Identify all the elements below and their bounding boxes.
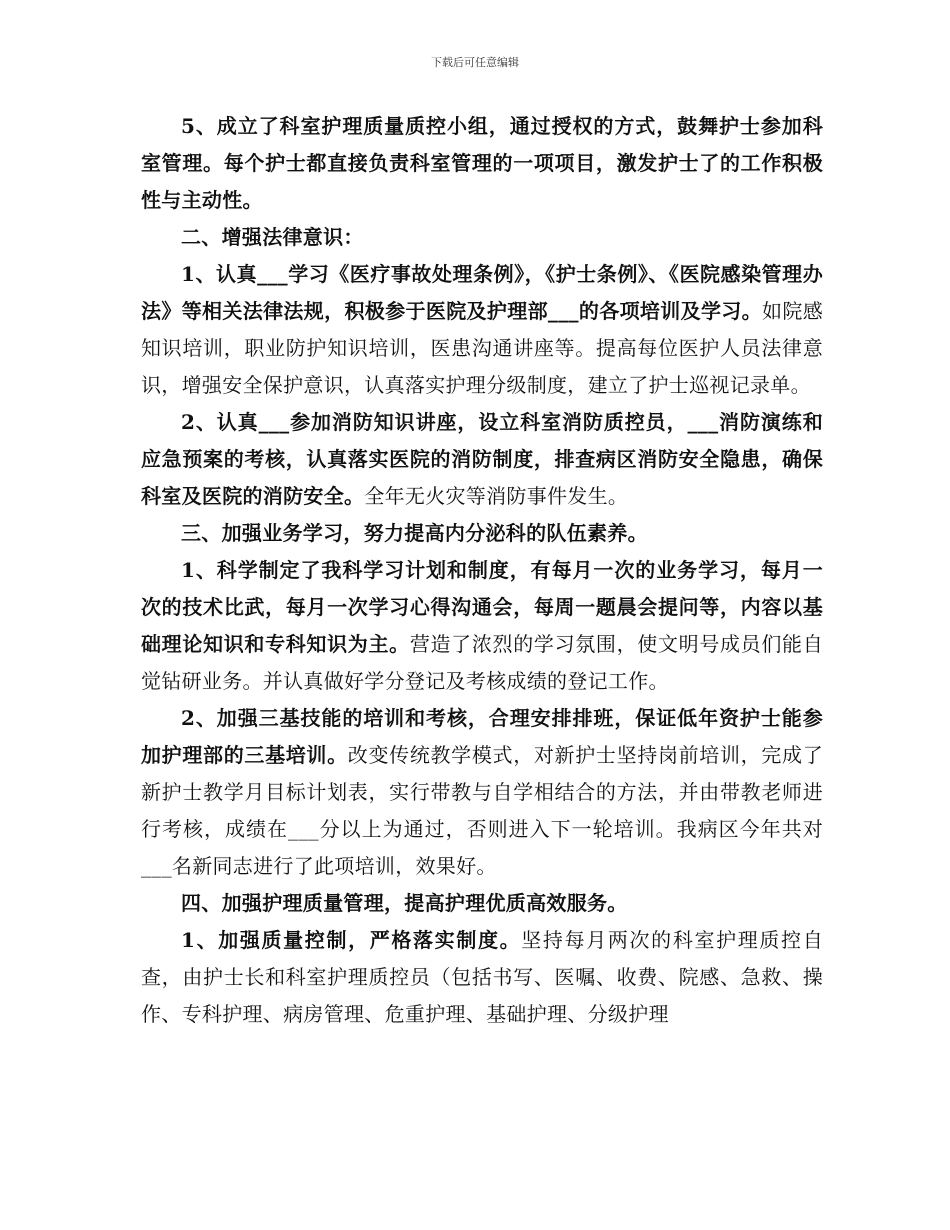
paragraph-normal-text: 如院感知识培训，职业防护知识培训，医患沟通讲座等。提高每位医护人员法律意识，增强安全保护意识，认真落实护理分级制度，建立了护士巡视记录单。 [141,299,823,397]
paragraph-bold-text: 2、认真___参加消防知识讲座，设立科室消防质控员，___消防演练和应急预案的考核，认真落实医院的消防制度，排查病区消防安全隐患，确保科室及医院的消防安全。 [141,410,823,508]
paragraph-bold-text: 2、加强三基技能的培训和考核，合理安排排班，保证低年资护士能参加护理部的三基培训。 [141,706,823,767]
paragraph [141,404,823,515]
paragraph-bold-text: 1、认真___学习《医疗事故处理条例》，《护士条例》、《医院感染管理办法》等相关法律法规，积极参于医院及护理部___的各项培训及学习。 [141,262,823,323]
section-heading [141,219,823,256]
paragraph-normal-text: 全年无火灾等消防事件发生。 [364,484,629,508]
paragraph [141,256,823,404]
paragraph-bold-text: 四、加强护理质量管理，提高护理优质高效服务。 [181,891,628,915]
paragraph-bold-text: 1、加强质量控制，严格落实制度。 [181,928,522,952]
document-body [141,108,823,1033]
paragraph-bold-text: 三、加强业务学习，努力提高内分泌科的队伍素养。 [181,521,648,545]
paragraph-bold-text: 1、科学制定了我科学习计划和制度，有每月一次的业务学习，每月一次的技术比武，每月一次学习心得沟通会，每周一题晨会提问等，内容以基础理论知识和专科知识为主。 [141,558,823,656]
paragraph [141,922,823,1033]
paragraph-normal-text: 坚持每月两次的科室护理质控自查，由护士长和科室护理质控员（包括书写、医嘱、收费、院感、急救、操作、专科护理、病房管理、危重护理、基础护理、分级护理 [141,928,823,1026]
paragraph-normal-text: 改变传统教学模式，对新护士坚持岗前培训，完成了新护士教学月目标计划表，实行带教与自学相结合的方法，并由带教老师进行考核，成绩在___分以上为通过，否则进入下一轮培训。我病区今年共对___名新同志进行了此项培训，效果好。 [141,743,823,878]
section-heading [141,515,823,552]
paragraph [141,552,823,700]
paragraph [141,700,823,885]
page-header: 下载后可任意编辑 [431,56,519,69]
section-heading [141,885,823,922]
paragraph [141,108,823,219]
paragraph-normal-text: 营造了浓烈的学习氛围，使文明号成员们能自觉钻研业务。并认真做好学分登记及考核成绩的登记工作。 [141,632,824,693]
paragraph-bold-text: 5、成立了科室护理质量质控小组，通过授权的方式，鼓舞护士参加科室管理。每个护士都直接负责科室管理的一项项目，激发护士了的工作积极性与主动性。 [141,114,823,212]
paragraph-bold-text: 二、增强法律意识： [181,225,364,249]
